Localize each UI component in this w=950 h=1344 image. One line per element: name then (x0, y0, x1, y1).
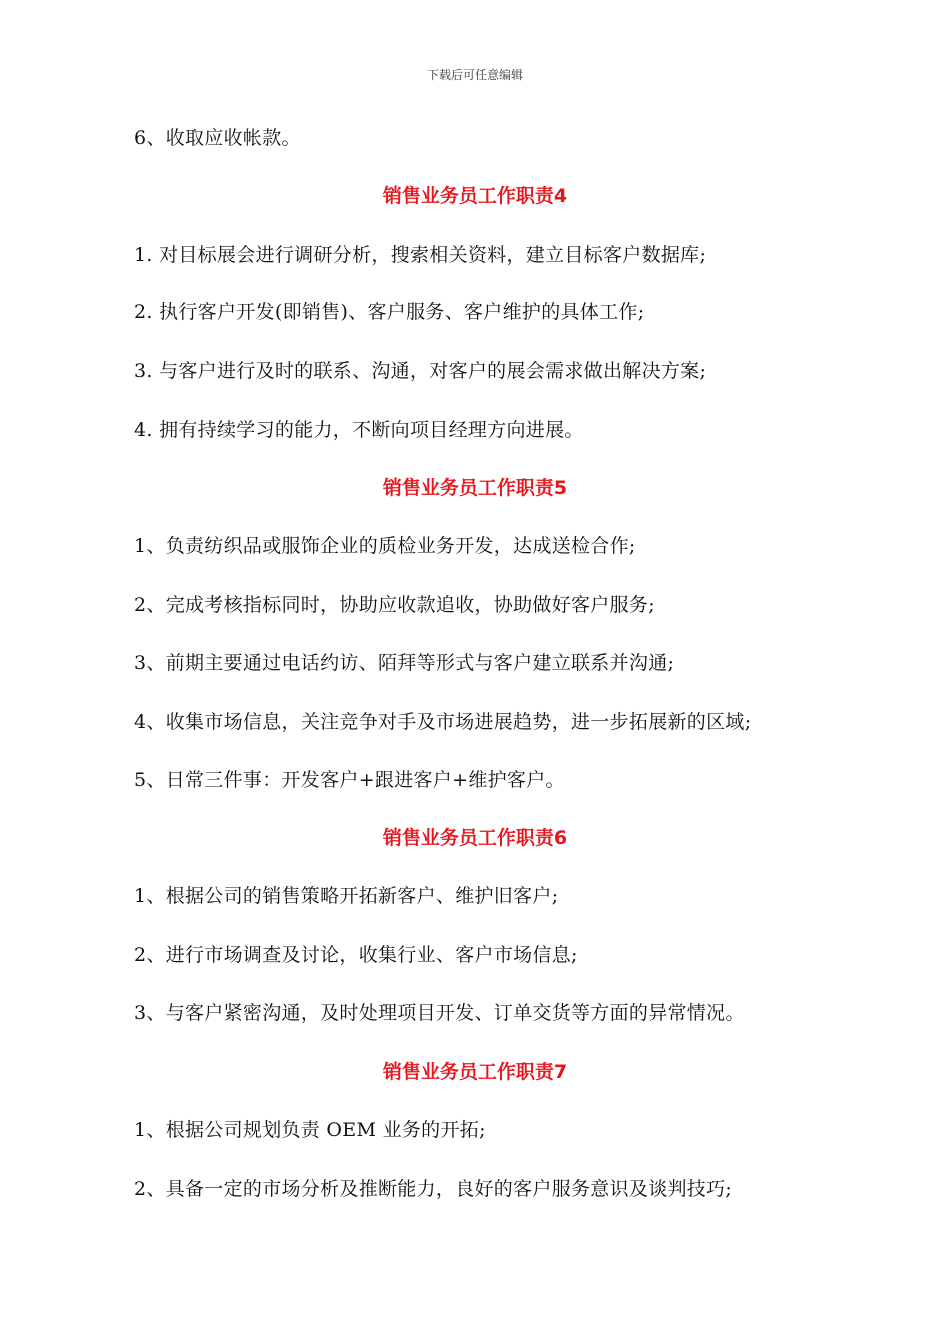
paragraph: 2. 执行客户开发(即销售)、客户服务、客户维护的具体工作; (134, 301, 645, 323)
paragraph: 1、根据公司的销售策略开拓新客户、维护旧客户; (134, 885, 559, 907)
page-header: 下载后可任意编辑 (426, 68, 523, 82)
paragraph: 2、进行市场调查及讨论，收集行业、客户市场信息; (134, 944, 578, 966)
paragraph: 6、收取应收帐款。 (134, 127, 301, 149)
paragraph: 4. 拥有持续学习的能力，不断向项目经理方向进展。 (134, 419, 584, 441)
paragraph: 1. 对目标展会进行调研分析，搜索相关资料，建立目标客户数据库; (134, 244, 707, 266)
paragraph: 4、收集市场信息，关注竞争对手及市场进展趋势，进一步拓展新的区域; (134, 711, 752, 733)
paragraph: 3、与客户紧密沟通，及时处理项目开发、订单交货等方面的异常情况。 (134, 1002, 745, 1024)
section-heading: 销售业务员工作职责4 (382, 185, 568, 207)
section-heading: 销售业务员工作职责6 (382, 827, 568, 849)
paragraph: 2、完成考核指标同时，协助应收款追收，协助做好客户服务; (134, 594, 655, 616)
paragraph: 3. 与客户进行及时的联系、沟通，对客户的展会需求做出解决方案; (134, 360, 707, 382)
paragraph: 5、日常三件事：开发客户+跟进客户+维护客户。 (134, 769, 565, 791)
paragraph: 1、根据公司规划负责 OEM 业务的开拓; (134, 1119, 486, 1141)
section-heading: 销售业务员工作职责5 (382, 477, 568, 499)
paragraph: 2、具备一定的市场分析及推断能力，良好的客户服务意识及谈判技巧; (134, 1178, 733, 1200)
section-heading: 销售业务员工作职责7 (382, 1061, 568, 1083)
paragraph: 3、前期主要通过电话约访、陌拜等形式与客户建立联系并沟通; (134, 652, 675, 674)
paragraph: 1、负责纺织品或服饰企业的质检业务开发，达成送检合作; (134, 535, 636, 557)
